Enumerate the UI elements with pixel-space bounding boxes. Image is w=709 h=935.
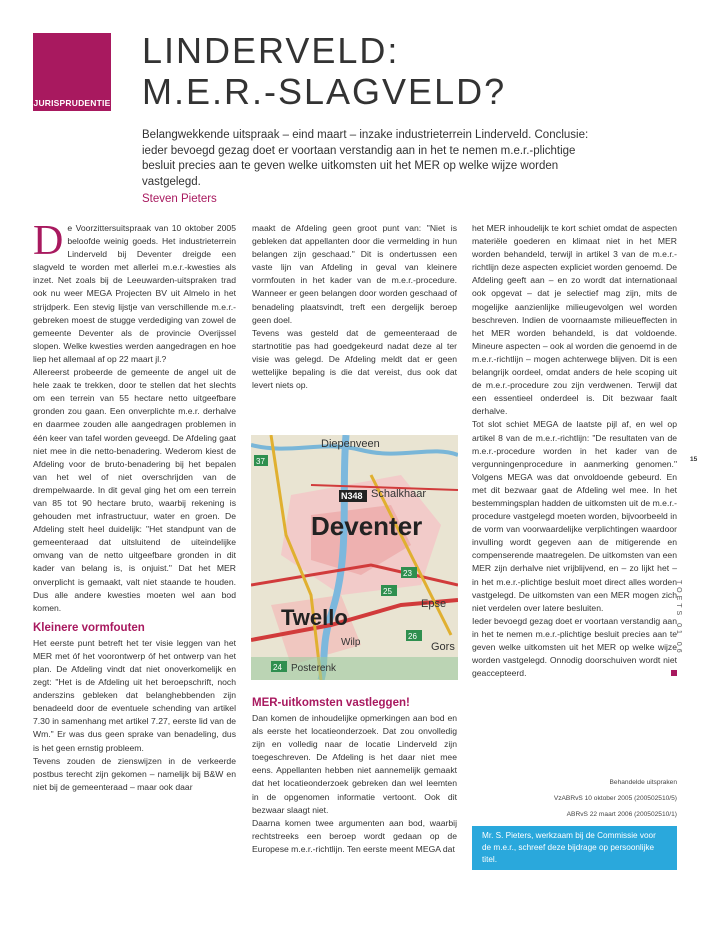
paragraph: maakt de Afdeling geen groot punt van: "Niet is gebleken dat appellanten door die vermelding in hun belangen zijn geschaad." Dit is ondertussen een vaste lijn van Afdeling in geval van kleinere vormfouten in het kader van de m.e.r.-procedure. Wanneer er geen belangen door worden geschaad of benadeling plaatsvindt, treft een dergelijk beroep geen doel. bbox=[252, 223, 457, 325]
map-label: Deventer bbox=[311, 511, 423, 541]
paragraph: Daarna komen twee argumenten aan bod, waarbij rechtstreeks een beroep wordt gedaan op de Europese m.e.r.-richtlijn. Ten eerste meent MEGA dat bbox=[252, 817, 457, 854]
page-number: 15 bbox=[690, 456, 698, 463]
verdict-line: ABRvS 22 maart 2006 (200502510/1) bbox=[566, 811, 677, 818]
column-3 bbox=[472, 222, 677, 680]
title-line-1: LINDERVELD: bbox=[142, 30, 400, 71]
verdict-line: VzABRvS 10 oktober 2005 (200502510/5) bbox=[553, 795, 677, 802]
paragraph bbox=[33, 218, 236, 366]
author-note: Mr. S. Pieters, werkzaam bij de Commissie voor de m.e.r., schreef deze bijdrage op persoonlijke titel. bbox=[472, 826, 677, 870]
drop-cap: D bbox=[33, 218, 64, 264]
column-2 bbox=[252, 222, 457, 392]
end-of-article-mark bbox=[671, 670, 677, 676]
road-number: 24 bbox=[273, 663, 282, 672]
paragraph: Tevens was gesteld dat de gemeenteraad de startnotitie pas had goedgekeurd nadat deze al ter visie was gelegd. De Afdeling meldt dat er geen wettelijke bepaling is die dat vereist, dus ook dat levert niets op. bbox=[252, 327, 457, 391]
title-line-2: M.E.R.-SLAGVELD? bbox=[142, 71, 507, 112]
paragraph: Tevens zouden de zienswijzen in de verkeerde postbus terecht zijn gekomen – namelijk bij B&W en niet bij de gemeenteraad – maar ook daar bbox=[33, 755, 236, 792]
subheading-vormfouten: Kleinere vormfouten bbox=[33, 621, 145, 634]
paragraph bbox=[472, 615, 677, 680]
verdicts-heading: Behandelde uitspraken bbox=[609, 779, 677, 786]
paragraph-text: e Voorzittersuitspraak van 10 oktober 2005 beloofde weinig goeds. Het industrieterrein Linderveld bij Deventer dreigde een slagveld te worden met allerlei m.e.r.-kwesties als inzet. Net zoals bij de Leeuwarden-uitspraken trad ook nu weer MEGA Projecten BV uit Almelo in het strijdperk. Een stevig lijstje van verschillende m.e.r.-gebreken moest de stugge verdediging van zowel de gemeente Deventer als de provincie Overijssel slopen. Welke kwesties werden aangedragen en hoe liep het allemaal af op 22 maart jl.? bbox=[33, 223, 236, 364]
paragraph: het MER inhoudelijk te kort schiet omdat de aspecten materiële goederen en klimaat niet in het MER worden behandeld, terwijl in artikel 3 van de m.e.r.-richtlijn deze aspecten expliciet worden genoemd. De Afdeling geeft aan – en zo wordt dat internationaal ook opgevat – dat je selectief mag zijn, mits de mogelijke aanzienlijke milieugevolgen wel worden beschreven. Indien de voornaamste milieueffecten in het MER worden behandeld, is dat voldoende. Mineure aspecten – ook al worden die genoemd in de m.e.r.-richtlijn – mogen achterwege blijven. Dit is een belangrijk oordeel, omdat anders de hele scoping uit de m.e.r.-procedure zou zijn verdwenen. Terwijl dat een essentieel onderdeel is. Dit bezwaar faalt derhalve. bbox=[472, 223, 677, 417]
road-number: 26 bbox=[408, 632, 417, 641]
paragraph: Het eerste punt betreft het ter visie leggen van het MER met óf het voorontwerp óf het ontwerp van het plan. De Afdeling vindt dat niet onoverkomelijk en zegt: "Het is de Afdeling uit het beroepschrift, noch anderszins gebleken dat belanghebbenden zijn benadeeld door de eventuele schending van artikel 7.30 in samenhang met artikel 7.27, eerste lid van de Wm." Er was dus geen sprake van benadeling, dus is het geen ernstig probleem. bbox=[33, 637, 236, 753]
map-label: N348 bbox=[341, 491, 363, 501]
article-author: Steven Pieters bbox=[142, 193, 217, 205]
map-label: Gors bbox=[431, 641, 455, 653]
paragraph-text: Ieder bevoegd gezag doet er voortaan verstandig aan in het te nemen m.e.r.-plichtige besluit precies aan te geven welke uitkomsten uit het MER op welke wijze worden vastgelegd. Onnodig doorschuiven wordt niet geaccepteerd. bbox=[472, 615, 677, 679]
map-label: Schalkhaar bbox=[371, 488, 427, 500]
section-label: JURISPRUDENTIE bbox=[33, 98, 111, 108]
column-2-lower bbox=[252, 690, 457, 856]
paragraph: Tot slot schiet MEGA de laatste pijl af, en wel op artikel 8 van de m.e.r.-richtlijn: "De resultaten van de m.e.r.-procedure worden in het kader van de vergunningenprocedure in aanmerking genomen." Volgens MEGA was dat onvoldoende gebeurd. En met dit bezwaar gaat de Afdeling wel mee. In het bestemmingsplan hadden de uitkomsten uit de m.e.r.-procedure vastgelegd moeten worden, bijvoorbeeld in de vorm van voorwaardelijke verplichtingen waardoor invulling wordt gegeven aan de mitigerende en compenserende maatregelen. De uitkomsten van een MER zijn derhalve niet vrijblijvend, en – zo lijkt het – in het m.e.r.-plichtige besluit moet direct alles worden vastgelegd. De uitkomsten van een MER mogen zich niet verdelen over latere besluiten. bbox=[472, 419, 677, 613]
verdicts-box bbox=[472, 775, 677, 823]
map-label: Epse bbox=[421, 598, 447, 610]
location-map bbox=[251, 435, 458, 680]
column-1 bbox=[33, 218, 236, 794]
road-number: 37 bbox=[256, 457, 265, 466]
road-number: 25 bbox=[383, 587, 392, 596]
map-label: Diepenveen bbox=[321, 438, 380, 450]
running-head: TOETS 01 06 bbox=[675, 580, 682, 656]
map-graphic bbox=[251, 435, 458, 680]
road-number: 23 bbox=[403, 569, 412, 578]
paragraph: Allereerst probeerde de gemeente de angel uit de hele zaak te trekken, door te stellen dat het slechts om een terrein van 55 hectare netto uitgeefbare gronden zou gaan. Een onverplichte m.e.r. derhalve en daarmee zouden alle aangedragen problemen in één keer van tafel worden geveegd. De Afdeling gaat niet mee in die netto-benadering. Wederom kiest de Afdeling voor de bruto-benadering bij het bepalen van het wel of niet overschrijden van de drempelwaarde. In dit geval ging het om een terrein van 85 tot 90 hectare bruto, waarbij rekening is gehouden met infrastructuur, water en groen. De Afdeling stelt heel duidelijk: "Het standpunt van de gemeenteraad dat uitsluitend de uiteindelijke omvang van de netto uitgeefbare gronden in dit kader van belang is, is onjuist." Dat het MER onverplicht is gemaakt, valt niet staande te houden. Dus alle andere kwesties moeten wel aan bod komen. bbox=[33, 367, 236, 613]
subheading-mer-uitkomsten: MER-uitkomsten vastleggen! bbox=[252, 697, 410, 709]
article-lead: Belangwekkende uitspraak – eind maart – inzake industrieterrein Linderveld. Conclusie: ieder bevoegd gezag doet er voortaan verstandig aan in het te nemen m.e.r.-plichtige besluit precies aan te geven welke uitkomsten uit het MER op welke wijze worden vastgelegd. bbox=[142, 129, 589, 188]
article-title bbox=[142, 30, 506, 112]
paragraph: Dan komen de inhoudelijke opmerkingen aan bod en als eerste het locatieonderzoek. Dat zou onvolledig zijn en volledig naar de locatie Linderveld zijn toegeschreven. De Afdeling is het daar niet mee eens. Appellanten hebben niet aannemelijk gemaakt dat het locatieonderzoek gebreken dan wel leemten in de opgenomen informatie vertoont. Ook dit bezwaar slaagt niet. bbox=[252, 713, 457, 815]
map-label: Wilp bbox=[341, 637, 361, 648]
map-label: Twello bbox=[281, 605, 348, 630]
map-label: Posterenk bbox=[291, 663, 337, 674]
